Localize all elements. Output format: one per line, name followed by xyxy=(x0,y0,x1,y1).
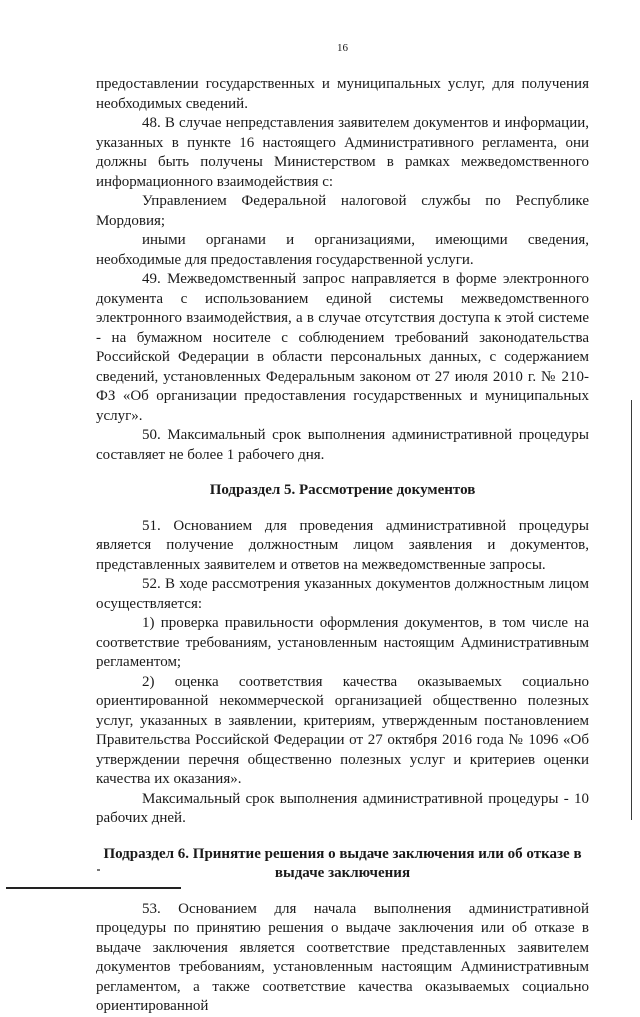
paragraph-53: 53. Основанием для начала выполнения административной процедуры по принятию решения о выдаче заключения или об отказе в выдаче заключения является соответствие представленных заявителем документов требованиям, установленным настоящим Административным регламентом, а также соответствие качества оказываемых социально ориентированной xyxy=(96,900,589,1014)
list-item-1: 1) проверка правильности оформления документов, в том числе на соответствие требованиям, установленным настоящим Административным регламентом; xyxy=(96,615,589,670)
paragraph-other-bodies: иными органами и организациями, имеющими сведения, необходимые для предоставления государственной услуги. xyxy=(96,232,589,268)
scan-edge-line xyxy=(631,400,632,820)
page-number: 16 xyxy=(337,42,348,54)
paragraph-51: 51. Основанием для проведения административной процедуры является получение должностным лицом заявления и документов, представленных заявителем и ответов на межведомственные запросы. xyxy=(96,517,589,573)
paragraph-49: 49. Межведомственный запрос направляется в форме электронного документа с использованием единой системы межведомственного электронного взаимодействия, а в случае отсутствия доступа к этой системе - на бумажном носителе с соблюдением требований законодательства Российской Федерации в области персональных данных, с содержанием сведений, установленных Федеральным законом от 27 июля 2010 г. № 210-ФЗ «Об организации предоставления государственных и муниципальных услуг». xyxy=(96,271,589,424)
paragraph-48: 48. В случае непредставления заявителем документов и информации, указанных в пункте 16 настоящего Административного регламента, они должны быть получены Министерством в рамках межведомственного информационного взаимодействия с: xyxy=(96,115,589,190)
section-6-heading xyxy=(96,845,589,884)
paragraph-max-term: Максимальный срок выполнения административной процедуры - 10 рабочих дней. xyxy=(96,790,589,826)
scan-mark xyxy=(97,869,100,871)
paragraph-50: 50. Максимальный срок выполнения административной процедуры составляет не более 1 рабочего дня. xyxy=(96,427,589,463)
paragraph-tax-service: Управлением Федеральной налоговой службы по Республике Мордовия; xyxy=(96,193,589,229)
footer-rule xyxy=(6,887,181,889)
paragraph-continuation: предоставлении государственных и муниципальных услуг, для получения необходимых сведений. xyxy=(96,76,589,112)
document-body xyxy=(96,75,589,1017)
section-6-heading-line1: Подраздел 6. Принятие решения о выдаче заключения или об отказе в xyxy=(103,845,582,862)
list-item-2: 2) оценка соответствия качества оказываемых социально ориентированной некоммерческой организацией общественно полезных услуг, указанных в заявлении, критериям, утвержденным постановлением Правительства Российской Федерации от 27 октября 2016 года № 1096 «Об утверждении перечня общественно полезных услуг и критериев оценки качества их оказания». xyxy=(96,673,589,787)
section-5-heading: Подраздел 5. Рассмотрение документов xyxy=(209,482,476,498)
paragraph-52: 52. В ходе рассмотрения указанных документов должностным лицом осуществляется: xyxy=(96,576,589,612)
section-6-heading-line2: выдаче заключения xyxy=(274,865,411,881)
